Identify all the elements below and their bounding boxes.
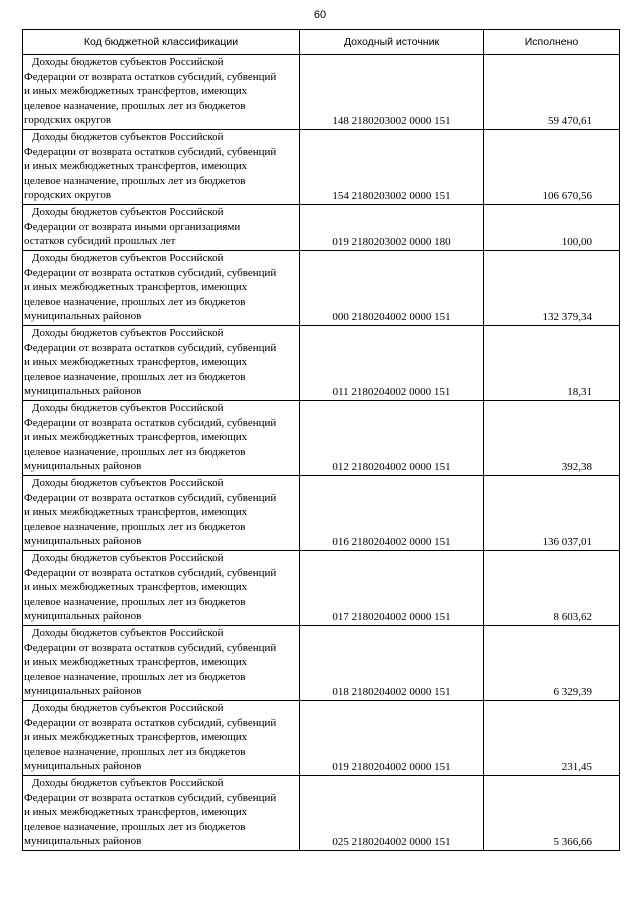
- page-number: 60: [313, 9, 327, 21]
- description-line: муниципальных районов: [24, 385, 142, 397]
- table-row: [23, 551, 620, 626]
- description-line: Доходы бюджетов субъектов Российской: [32, 327, 224, 339]
- row-source-code: 011 2180204002 0000 151: [300, 326, 484, 401]
- description-line: городских округов: [24, 114, 112, 126]
- description-line: Доходы бюджетов субъектов Российской: [32, 402, 224, 414]
- row-source-code: 019 2180203002 0000 180: [300, 205, 484, 251]
- row-description: [23, 401, 300, 476]
- description-line: Федерации от возврата остатков субсидий, субвенций: [24, 641, 277, 654]
- description-line: Федерации от возврата остатков субсидий, субвенций: [24, 791, 277, 804]
- budget-table: [22, 29, 620, 851]
- row-source-code: 012 2180204002 0000 151: [300, 401, 484, 476]
- row-description: [23, 701, 300, 776]
- row-source-code: 016 2180204002 0000 151: [300, 476, 484, 551]
- description-line: Доходы бюджетов субъектов Российской: [32, 131, 224, 143]
- row-source-code: 000 2180204002 0000 151: [300, 251, 484, 326]
- description-line: Доходы бюджетов субъектов Российской: [32, 206, 224, 218]
- row-description: [23, 55, 300, 130]
- row-description: [23, 551, 300, 626]
- description-line: и иных межбюджетных трансфертов, имеющих: [24, 581, 248, 593]
- description-line: и иных межбюджетных трансфертов, имеющих: [24, 806, 248, 818]
- description-line: Федерации от возврата остатков субсидий, субвенций: [24, 145, 277, 158]
- row-source-code: 154 2180203002 0000 151: [300, 130, 484, 205]
- description-line: и иных межбюджетных трансфертов, имеющих: [24, 356, 248, 368]
- row-description: [23, 251, 300, 326]
- table-row: [23, 55, 620, 130]
- description-line: и иных межбюджетных трансфертов, имеющих: [24, 731, 248, 743]
- row-description: [23, 476, 300, 551]
- description-line: Федерации от возврата остатков субсидий, субвенций: [24, 416, 277, 429]
- row-description: [23, 205, 300, 251]
- description-line: Доходы бюджетов субъектов Российской: [32, 627, 224, 639]
- description-line: муниципальных районов: [24, 610, 142, 622]
- description-line: целевое назначение, прошлых лет из бюджетов: [24, 820, 246, 833]
- row-source-code: 025 2180204002 0000 151: [300, 776, 484, 851]
- description-line: Доходы бюджетов субъектов Российской: [32, 252, 224, 264]
- description-line: целевое назначение, прошлых лет из бюджетов: [24, 370, 246, 383]
- row-amount: 136 037,01: [484, 476, 620, 551]
- description-line: Доходы бюджетов субъектов Российской: [32, 702, 224, 714]
- row-amount: 106 670,56: [484, 130, 620, 205]
- description-line: Доходы бюджетов субъектов Российской: [32, 56, 224, 68]
- description-line: остатков субсидий прошлых лет: [24, 235, 176, 247]
- description-line: целевое назначение, прошлых лет из бюджетов: [24, 745, 246, 758]
- header-classification: Код бюджетной классификации: [23, 30, 300, 55]
- description-line: Федерации от возврата остатков субсидий, субвенций: [24, 341, 277, 354]
- table-row: [23, 326, 620, 401]
- row-amount: 8 603,62: [484, 551, 620, 626]
- row-source-code: 019 2180204002 0000 151: [300, 701, 484, 776]
- description-line: Доходы бюджетов субъектов Российской: [32, 552, 224, 564]
- description-line: Доходы бюджетов субъектов Российской: [32, 477, 224, 489]
- row-amount: 18,31: [484, 326, 620, 401]
- table-row: [23, 130, 620, 205]
- table-row: [23, 701, 620, 776]
- table-row: [23, 776, 620, 851]
- description-line: муниципальных районов: [24, 685, 142, 697]
- description-line: и иных межбюджетных трансфертов, имеющих: [24, 85, 248, 97]
- row-source-code: 017 2180204002 0000 151: [300, 551, 484, 626]
- table-body: [23, 55, 620, 851]
- row-source-code: 148 2180203002 0000 151: [300, 55, 484, 130]
- row-description: [23, 130, 300, 205]
- row-description: [23, 626, 300, 701]
- description-line: Федерации от возврата остатков субсидий, субвенций: [24, 266, 277, 279]
- row-amount: 100,00: [484, 205, 620, 251]
- description-line: целевое назначение, прошлых лет из бюджетов: [24, 295, 246, 308]
- description-line: Федерации от возврата остатков субсидий, субвенций: [24, 566, 277, 579]
- description-line: Федерации от возврата остатков субсидий, субвенций: [24, 70, 277, 83]
- description-line: Доходы бюджетов субъектов Российской: [32, 777, 224, 789]
- description-line: целевое назначение, прошлых лет из бюджетов: [24, 174, 246, 187]
- description-line: и иных межбюджетных трансфертов, имеющих: [24, 281, 248, 293]
- description-line: целевое назначение, прошлых лет из бюджетов: [24, 99, 246, 112]
- description-line: и иных межбюджетных трансфертов, имеющих: [24, 431, 248, 443]
- row-source-code: 018 2180204002 0000 151: [300, 626, 484, 701]
- description-line: муниципальных районов: [24, 835, 142, 847]
- description-line: муниципальных районов: [24, 310, 142, 322]
- table-row: [23, 205, 620, 251]
- row-amount: 132 379,34: [484, 251, 620, 326]
- description-line: и иных межбюджетных трансфертов, имеющих: [24, 656, 248, 668]
- description-line: муниципальных районов: [24, 535, 142, 547]
- table-row: [23, 626, 620, 701]
- table-row: [23, 476, 620, 551]
- header-executed: Исполнено: [484, 30, 620, 55]
- description-line: и иных межбюджетных трансфертов, имеющих: [24, 160, 248, 172]
- description-line: целевое назначение, прошлых лет из бюджетов: [24, 520, 246, 533]
- description-line: целевое назначение, прошлых лет из бюджетов: [24, 595, 246, 608]
- row-amount: 6 329,39: [484, 626, 620, 701]
- description-line: Федерации от возврата иными организациями: [24, 220, 241, 233]
- description-line: целевое назначение, прошлых лет из бюджетов: [24, 670, 246, 683]
- table-header-row: [23, 30, 620, 55]
- row-amount: 5 366,66: [484, 776, 620, 851]
- row-amount: 231,45: [484, 701, 620, 776]
- description-line: целевое назначение, прошлых лет из бюджетов: [24, 445, 246, 458]
- table-row: [23, 401, 620, 476]
- description-line: муниципальных районов: [24, 760, 142, 772]
- description-line: и иных межбюджетных трансфертов, имеющих: [24, 506, 248, 518]
- description-line: городских округов: [24, 189, 112, 201]
- header-source: Доходный источник: [300, 30, 484, 55]
- description-line: муниципальных районов: [24, 460, 142, 472]
- description-line: Федерации от возврата остатков субсидий, субвенций: [24, 716, 277, 729]
- row-amount: 392,38: [484, 401, 620, 476]
- row-amount: 59 470,61: [484, 55, 620, 130]
- table-row: [23, 251, 620, 326]
- description-line: Федерации от возврата остатков субсидий, субвенций: [24, 491, 277, 504]
- row-description: [23, 776, 300, 851]
- row-description: [23, 326, 300, 401]
